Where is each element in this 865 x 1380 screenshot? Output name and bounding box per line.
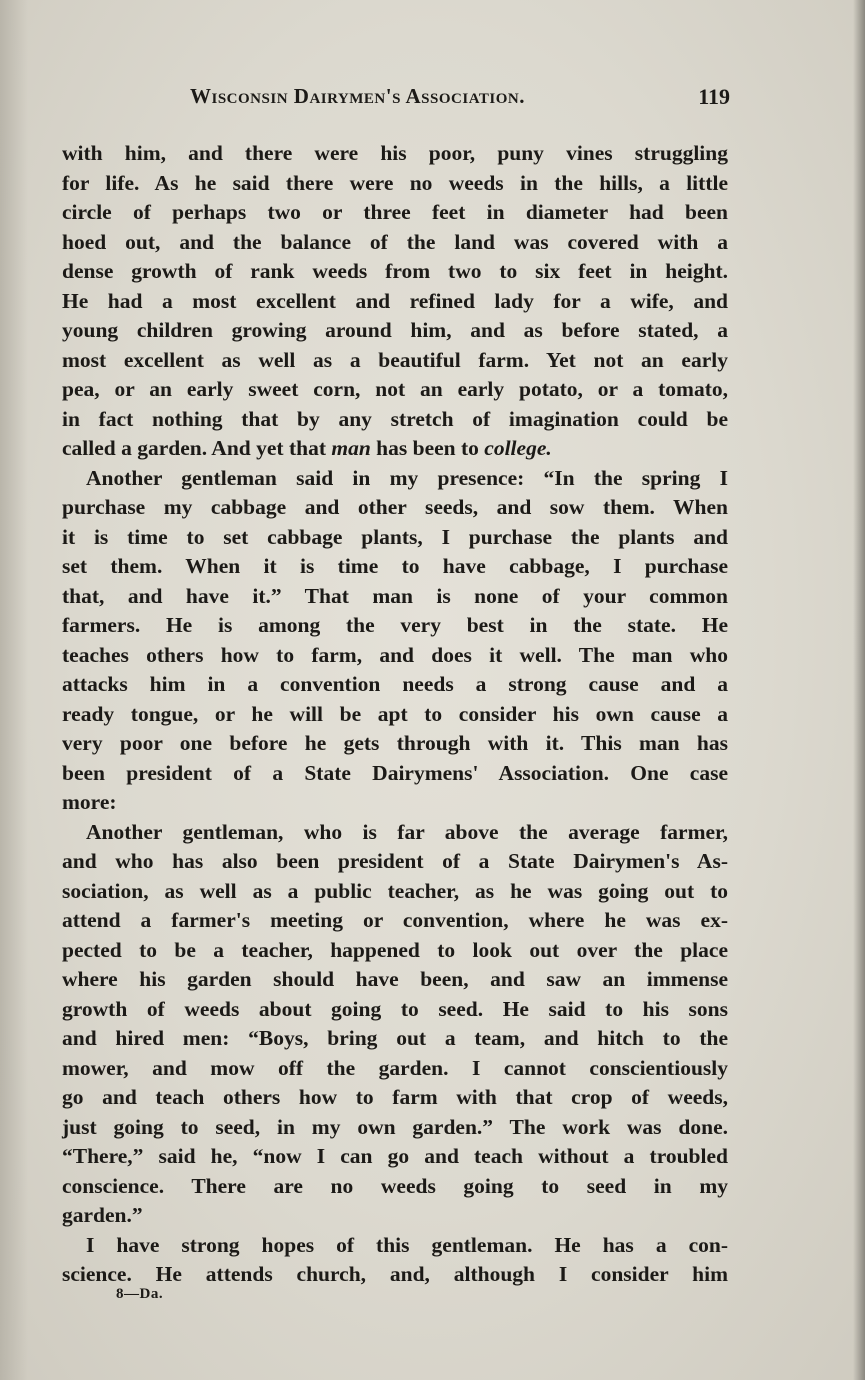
italic-man: man: [331, 436, 371, 460]
text-line: dense growth of rank weeds from two to six feet in height.: [62, 259, 728, 283]
paragraph-start: Another gentleman, who is far above the average farmer,: [86, 819, 728, 844]
text-line: for life. As he said there were no weeds in the hills, a little: [62, 170, 728, 195]
text-line: conscience. There are no weeds going to seed in my: [62, 1173, 728, 1198]
italic-college: college.: [484, 436, 552, 460]
text-line: mower, and mow off the garden. I cannot conscientiously: [62, 1055, 728, 1080]
text-line: set them. When it is time to have cabbage, I purchase: [62, 554, 728, 578]
spine-shadow: [0, 0, 28, 1380]
text-line: and hired men: “Boys, bring out a team, and hitch to the: [62, 1026, 728, 1050]
text-line: sociation, as well as a public teacher, as he was going out to: [62, 878, 728, 903]
text-line: with him, and there were his poor, puny vines struggling: [62, 141, 728, 165]
paragraph-start: I have strong hopes of this gentleman. He has a con-: [86, 1232, 728, 1257]
text-line: just going to seed, in my own garden.” The work was done.: [62, 1114, 728, 1139]
text-line: garden.”: [62, 1203, 143, 1227]
text-line: teaches others how to farm, and does it well. The man who: [62, 642, 728, 667]
page-number: 119: [698, 84, 730, 109]
text-line: and who has also been president of a State Dairymen's As-: [62, 849, 728, 873]
text-line: pected to be a teacher, happened to look out over the place: [62, 937, 728, 962]
text-line: young children growing around him, and as before stated, a: [62, 318, 728, 342]
text-line: purchase my cabbage and other seeds, and sow them. When: [62, 495, 728, 519]
text-line: been president of a State Dairymens' Association. One case: [62, 760, 728, 785]
text-line: “There,” said he, “now I can go and teach without a troubled: [62, 1144, 728, 1168]
text-line: hoed out, and the balance of the land was covered with a: [62, 229, 728, 254]
text-line: attend a farmer's meeting or convention, where he was ex-: [62, 908, 728, 932]
signature-mark: 8—Da.: [116, 1286, 164, 1302]
running-head: Wisconsin Dairymen's Association.: [190, 84, 526, 108]
college-line-before: called a garden. And yet that: [62, 436, 332, 460]
text-line: He had a most excellent and refined lady for a wife, and: [62, 288, 728, 313]
paragraph-start: Another gentleman said in my presence: “In the spring I: [86, 465, 728, 490]
college-line-middle: has been to: [370, 436, 485, 460]
text-line: ready tongue, or he will be apt to consider his own cause a: [62, 701, 728, 726]
text-line: attacks him in a convention needs a strong cause and a: [62, 672, 728, 696]
text-line: go and teach others how to farm with that crop of weeds,: [62, 1085, 728, 1109]
body-text: [62, 139, 728, 1290]
text-line: that, and have it.” That man is none of your common: [62, 583, 728, 608]
text-line: it is time to set cabbage plants, I purchase the plants and: [62, 524, 728, 549]
page-header: [62, 84, 730, 118]
text-line: pea, or an early sweet corn, not an early potato, or a tomato,: [62, 377, 728, 401]
page-edge: [853, 0, 865, 1380]
text-line: more:: [62, 790, 117, 814]
text-line: science. He attends church, and, although I consider him: [62, 1262, 728, 1286]
text-line: growth of weeds about going to seed. He said to his sons: [62, 996, 728, 1021]
text-line: farmers. He is among the very best in the state. He: [62, 613, 728, 637]
text-line: circle of perhaps two or three feet in diameter had been: [62, 200, 728, 224]
text-line: in fact nothing that by any stretch of imagination could be: [62, 406, 728, 431]
text-line-college: [62, 434, 728, 464]
text-line: very poor one before he gets through with it. This man has: [62, 731, 728, 755]
text-line: where his garden should have been, and saw an immense: [62, 967, 728, 991]
text-line: most excellent as well as a beautiful farm. Yet not an early: [62, 347, 728, 372]
